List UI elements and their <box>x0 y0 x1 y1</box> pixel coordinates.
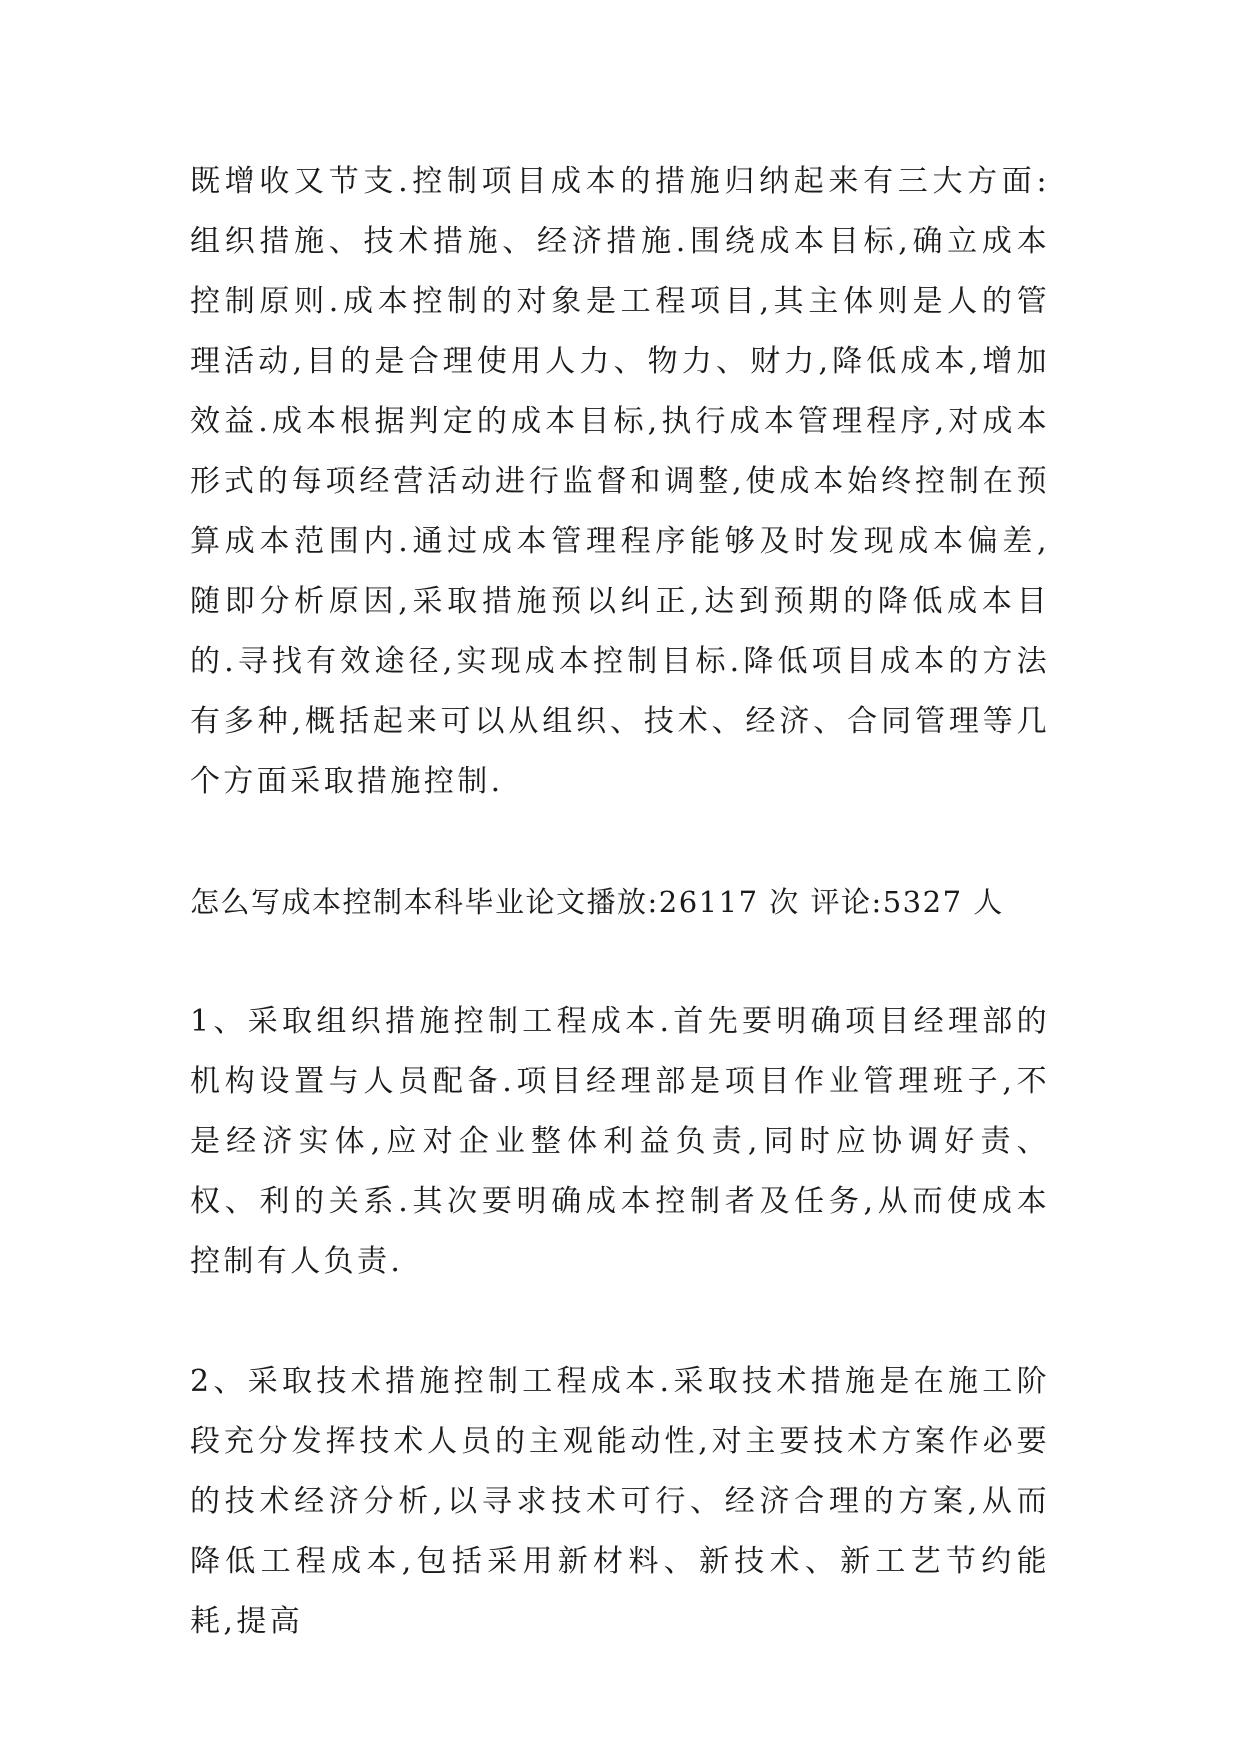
section-1-paragraph: 1、采取组织措施控制工程成本.首先要明确项目经理部的机构设置与人员配备.项目经理部是项目作业管理班子,不是经济实体,应对企业整体利益负责,同时应协调好责、权、利的关系.其次要明确成本控制者及任务,从而使成本控制有人负责. <box>190 1004 1050 1279</box>
article-meta-line: 怎么写成本控制本科毕业论文播放:26117 次 评论:5327 人 <box>190 885 1004 919</box>
intro-paragraph: 既增收又节支.控制项目成本的措施归纳起来有三大方面:组织措施、技术措施、经济措施.围绕成本目标,确立成本控制原则.成本控制的对象是工程项目,其主体则是人的管理活动,目的是合理使用人力、物力、财力,降低成本,增加效益.成本根据判定的成本目标,执行成本管理程序,对成本形式的每项经营活动进行监督和调整,使成本始终控制在预算成本范围内.通过成本管理程序能够及时发现成本偏差,随即分析原因,采取措施预以纠正,达到预期的降低成本目的.寻找有效途径,实现成本控制目标.降低项目成本的方法有多种,概括起来可以从组织、技术、经济、合同管理等几个方面采取措施控制. <box>190 164 1050 799</box>
document-page <box>190 152 1050 1652</box>
section-2-paragraph: 2、采取技术措施控制工程成本.采取技术措施是在施工阶段充分发挥技术人员的主观能动性,对主要技术方案作必要的技术经济分析,以寻求技术可行、经济合理的方案,从而降低工程成本,包括采用新材料、新技术、新工艺节约能耗,提高 <box>190 1364 1050 1639</box>
